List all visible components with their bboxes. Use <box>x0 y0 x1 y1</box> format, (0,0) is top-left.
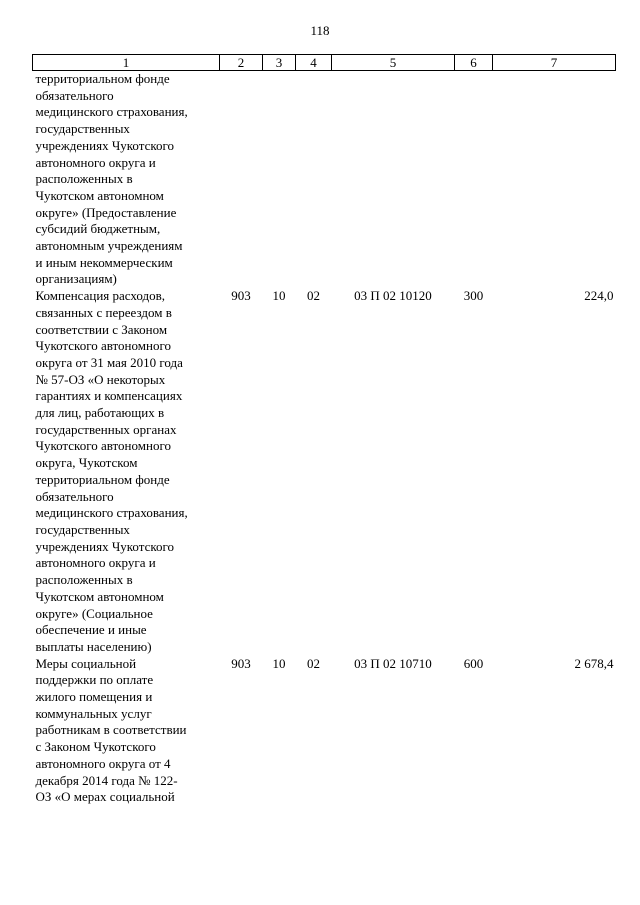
row-section: 10 <box>272 288 286 304</box>
row-expense-type: 300 <box>463 288 484 304</box>
row-target <box>332 71 455 289</box>
header-col-4: 4 <box>296 55 332 71</box>
header-col-5: 5 <box>332 55 455 71</box>
header-col-3: 3 <box>263 55 296 71</box>
row-subsection <box>296 71 332 289</box>
row-subsection: 02 <box>307 288 320 304</box>
row-section: 10 <box>272 655 286 671</box>
header-col-6: 6 <box>455 55 493 71</box>
row-ministry <box>220 71 263 289</box>
row-subsection: 02 <box>307 655 320 671</box>
row-expense-type <box>455 71 493 289</box>
row-target: 03 П 02 10710 <box>354 655 432 671</box>
row-name: Компенсация расходов, связанных с переездом в соответствии с Законом Чукотского автономного округа от 31 мая 2010 года № 57-ОЗ «О некоторых гарантиях и компенсациях для лиц, работающих в государственных органах Чукотского автономного округа, Чукотском территориальном фонде обязательного медицинского страхования, государственных учреждениях Чукотского автономного округа и расположенных в Чукотском автономном округе» (Социальное обеспечение и иные выплаты населению) <box>35 288 188 654</box>
row-expense-type: 600 <box>463 655 484 671</box>
row-section <box>263 71 296 289</box>
header-col-1: 1 <box>33 55 220 71</box>
header-col-2: 2 <box>220 55 263 71</box>
row-name: Меры социальной поддержки по оплате жилого помещения и коммунальных услуг работникам в соответствии с Законом Чукотского автономного округа от 4 декабря 2014 года № 122- ОЗ «О мерах социальной <box>35 655 187 805</box>
row-name: территориальном фонде обязательного медицинского страхования, государственных учреждениях Чукотского автономного округа и расположенных в Чукотском автономном округе» (Предоставление субсидий бюджетным, автономным учреждениям и иным некоммерческим организациям) <box>35 71 188 287</box>
header-row <box>33 55 616 71</box>
budget-table <box>32 54 616 806</box>
table-row <box>33 656 616 806</box>
table-header <box>33 55 616 71</box>
row-ministry: 903 <box>231 655 251 671</box>
table-row <box>33 71 616 289</box>
header-col-7: 7 <box>493 55 616 71</box>
row-target: 03 П 02 10120 <box>354 288 432 304</box>
table-row <box>33 288 616 655</box>
row-ministry: 903 <box>231 288 251 304</box>
row-amount: 2 678,4 <box>574 655 614 671</box>
table-body <box>33 71 616 806</box>
row-amount: 224,0 <box>584 288 614 304</box>
row-amount <box>493 71 616 289</box>
page-number: 118 <box>310 23 330 38</box>
